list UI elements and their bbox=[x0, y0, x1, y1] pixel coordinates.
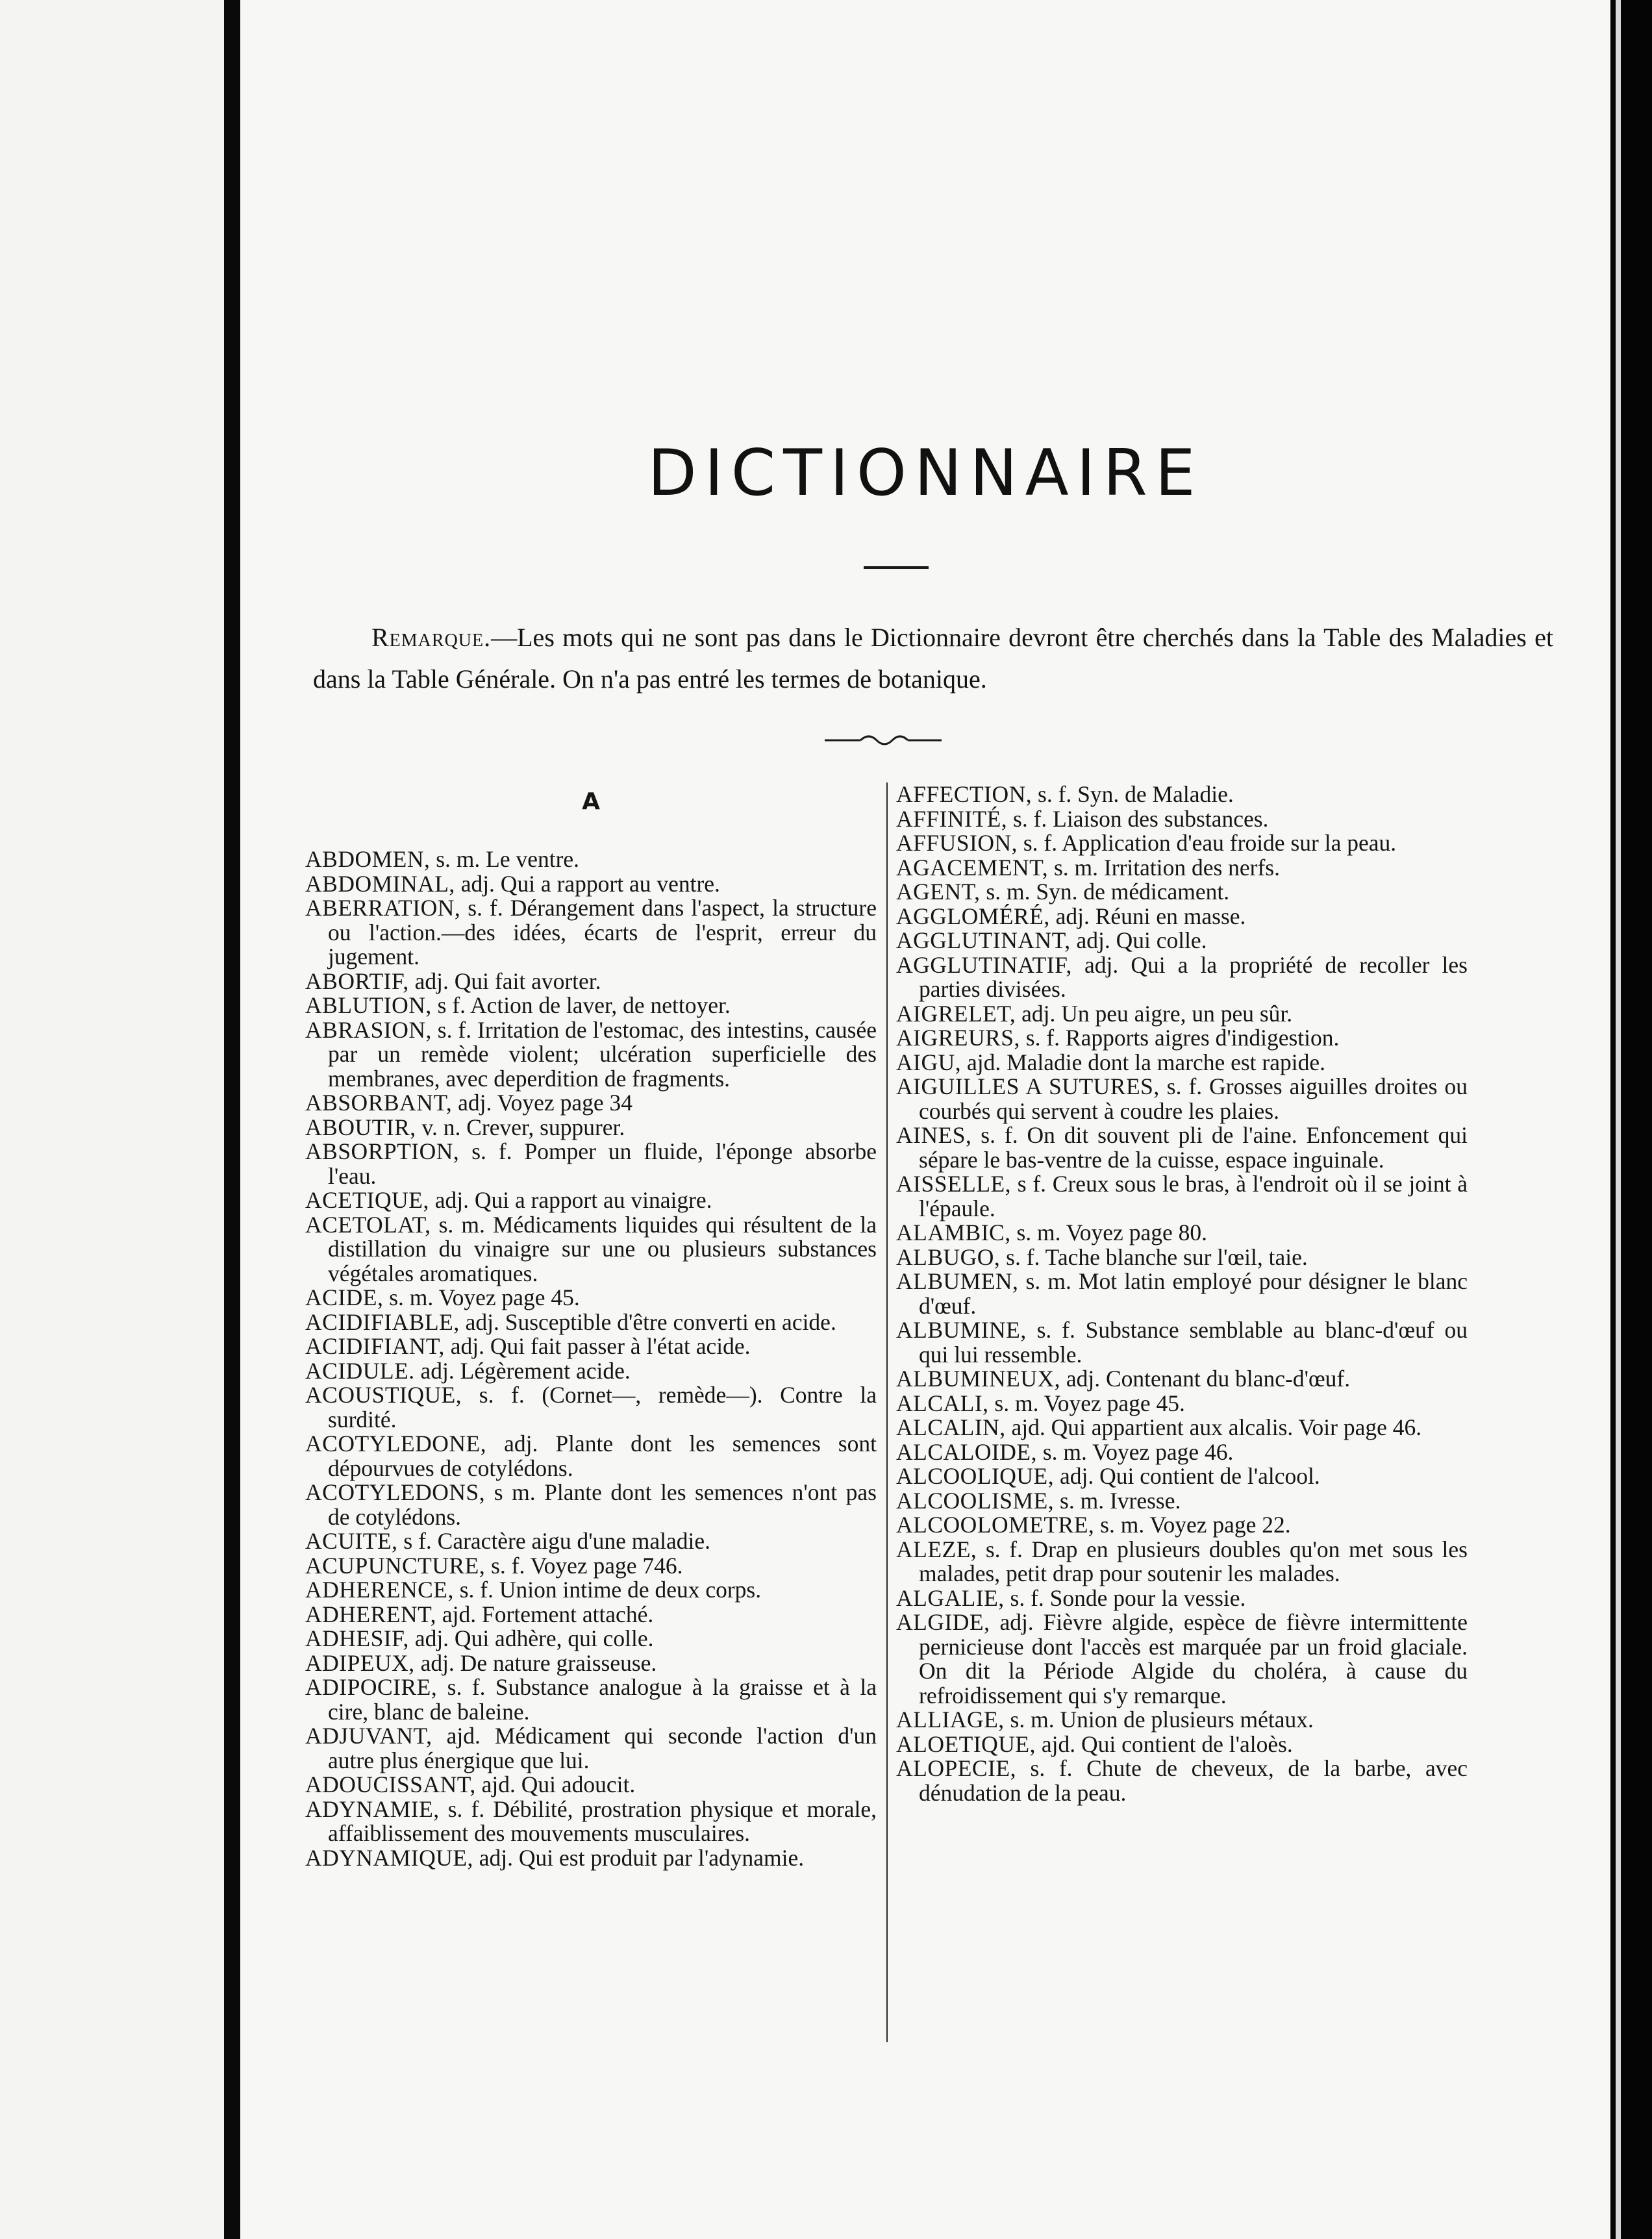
entry-definition: s. f. Chute de cheveux, de la barbe, avec dénudation de la peau. bbox=[919, 1755, 1468, 1806]
dictionary-entry bbox=[896, 905, 1468, 929]
dictionary-entry bbox=[896, 1318, 1468, 1367]
entry-definition: adj. Qui contient de l'alcool. bbox=[1054, 1463, 1320, 1489]
entry-definition: adj. Qui fait avorter. bbox=[408, 968, 601, 994]
dictionary-entry bbox=[305, 1554, 877, 1579]
entry-definition: s. f. Pomper un fluide, l'éponge absorbe l'eau. bbox=[328, 1138, 877, 1189]
entry-definition: adj. De nature graisseuse. bbox=[414, 1649, 657, 1676]
entry-headword: ALBUGO, bbox=[896, 1244, 1001, 1270]
dictionary-entry bbox=[305, 1091, 877, 1116]
dictionary-entry bbox=[896, 929, 1468, 953]
entry-definition: adj. Qui a rapport au ventre. bbox=[455, 870, 720, 897]
entry-headword: ADYNAMIE, bbox=[305, 1795, 440, 1822]
entry-headword: ADHESIF, bbox=[305, 1625, 409, 1651]
entry-definition: s. f. Syn. de Maladie. bbox=[1032, 781, 1234, 807]
entry-headword: ALOETIQUE, bbox=[896, 1731, 1036, 1757]
ornament-divider bbox=[825, 727, 942, 753]
dictionary-entry bbox=[896, 856, 1468, 881]
right-page-strip bbox=[1616, 0, 1621, 2239]
entry-definition: s. f. Tache blanche sur l'œil, taie. bbox=[1000, 1244, 1308, 1270]
entry-headword: AIGREURS, bbox=[896, 1025, 1020, 1051]
dictionary-entry bbox=[305, 969, 877, 994]
dictionary-entry bbox=[305, 847, 877, 872]
dictionary-entry bbox=[896, 1221, 1468, 1245]
dictionary-entry bbox=[896, 1464, 1468, 1489]
dictionary-page bbox=[240, 0, 1610, 2239]
entry-headword: AFFECTION, bbox=[896, 781, 1032, 807]
entry-definition: s. f. Rapports aigres d'indigestion. bbox=[1020, 1025, 1340, 1051]
entry-definition: s. m. Voyez page 45. bbox=[383, 1284, 580, 1310]
dictionary-entry bbox=[896, 782, 1468, 807]
entry-definition: s. f. Application d'eau froide sur la peau. bbox=[1017, 830, 1397, 856]
dictionary-entry bbox=[896, 1732, 1468, 1757]
entry-definition: s. f. Irritation de l'estomac, des intestins, causée par un remède violent; ulcération superficielle des membranes, avec deperdition de fragments. bbox=[328, 1016, 877, 1092]
entry-definition: s. f. Dérangement dans l'aspect, la structure ou l'action.—des idées, écarts de l'esprit, erreur du jugement. bbox=[328, 895, 877, 969]
dictionary-entry bbox=[305, 994, 877, 1018]
entry-definition: s. f. Grosses aiguilles droites ou courbés qui servent à coudre les plaies. bbox=[919, 1073, 1468, 1124]
dictionary-entry bbox=[896, 831, 1468, 856]
entry-headword: AIGU, bbox=[896, 1049, 962, 1075]
entry-headword: ADYNAMIQUE, bbox=[305, 1844, 473, 1871]
left-entry-list bbox=[305, 847, 877, 1870]
entry-headword: ALLIAGE, bbox=[896, 1707, 1005, 1732]
entry-headword: AFFINITÉ, bbox=[896, 805, 1008, 832]
entry-definition: adj. Qui a la propriété de recoller les parties divisées. bbox=[919, 951, 1468, 1002]
entry-headword: ALBUMEN, bbox=[896, 1268, 1019, 1294]
dictionary-entry bbox=[305, 1627, 877, 1651]
entry-definition: s. m. Irritation des nerfs. bbox=[1048, 854, 1280, 881]
right-entry-list bbox=[896, 782, 1468, 1805]
left-column bbox=[305, 782, 877, 1870]
entry-headword: AIGUILLES A SUTURES, bbox=[896, 1073, 1160, 1099]
entry-headword: ACIDE, bbox=[305, 1284, 384, 1310]
entry-headword: ALGIDE, bbox=[896, 1609, 990, 1635]
entry-headword: ACUITE, bbox=[305, 1528, 398, 1554]
dictionary-entry bbox=[305, 1675, 877, 1724]
entry-definition: ajd. Qui appartient aux alcalis. Voir page 46. bbox=[1005, 1414, 1422, 1440]
entry-headword: ALCOOLIQUE, bbox=[896, 1463, 1055, 1489]
entry-headword: ACIDIFIANT, bbox=[305, 1333, 445, 1359]
entry-headword: ABDOMINAL, bbox=[305, 870, 455, 897]
entry-definition: v. n. Crever, suppurer. bbox=[416, 1114, 625, 1140]
dictionary-entry bbox=[305, 1773, 877, 1797]
right-column bbox=[896, 782, 1468, 1805]
dictionary-entry bbox=[896, 1392, 1468, 1416]
entry-definition: s f. Caractère aigu d'une maladie. bbox=[397, 1528, 711, 1554]
entry-definition: s. m. Médicaments liquides qui résultent de la distillation du vinaigre sur une ou plusieurs substances végétales aromatiques. bbox=[328, 1211, 877, 1286]
dictionary-entry bbox=[305, 1334, 877, 1359]
dictionary-entry bbox=[896, 1026, 1468, 1051]
entry-headword: ADIPEUX, bbox=[305, 1649, 415, 1676]
entry-headword: ACOTYLEDONE, bbox=[305, 1431, 487, 1457]
entry-definition: adj. Légèrement acide. bbox=[414, 1357, 631, 1384]
entry-headword: ALBUMINEUX, bbox=[896, 1366, 1060, 1392]
entry-definition: s. f. Substance analogue à la graisse et à la cire, blanc de baleine. bbox=[328, 1674, 877, 1725]
entry-definition: s. m. Voyez page 22. bbox=[1094, 1512, 1291, 1538]
dictionary-entry bbox=[896, 1513, 1468, 1538]
dictionary-entry bbox=[305, 1846, 877, 1871]
entry-headword: AGGLOMÉRÉ, bbox=[896, 903, 1050, 929]
entry-definition: adj. Un peu aigre, un peu sûr. bbox=[1016, 1000, 1293, 1027]
dictionary-entry bbox=[896, 1440, 1468, 1465]
dictionary-entry bbox=[305, 1188, 877, 1213]
entry-headword: ACETIQUE, bbox=[305, 1187, 429, 1213]
entry-headword: ABSORBANT, bbox=[305, 1090, 453, 1116]
entry-definition: ajd. Qui adoucit. bbox=[475, 1771, 636, 1797]
entry-headword: ALCOOLISME, bbox=[896, 1487, 1055, 1514]
entry-definition: s. f. Liaison des substances. bbox=[1007, 805, 1269, 832]
entry-definition: s. m. Ivresse. bbox=[1054, 1487, 1181, 1514]
entry-headword: ALCOOLOMETRE, bbox=[896, 1512, 1095, 1538]
entry-headword: ABSORPTION, bbox=[305, 1138, 460, 1164]
dictionary-entry bbox=[305, 1286, 877, 1310]
dictionary-entry bbox=[305, 1213, 877, 1286]
entry-headword: ALCALI, bbox=[896, 1390, 989, 1416]
dictionary-entry bbox=[305, 1116, 877, 1140]
entry-definition: ajd. Médicament qui seconde l'action d'un autre plus énergique que lui. bbox=[328, 1723, 877, 1773]
entry-definition: adj. Qui a rapport au vinaigre. bbox=[429, 1187, 712, 1213]
column-divider bbox=[886, 782, 888, 2042]
entry-definition: s. f. Union intime de deux corps. bbox=[453, 1577, 762, 1603]
dictionary-entry bbox=[305, 1724, 877, 1773]
entry-definition: ajd. Maladie dont la marche est rapide. bbox=[961, 1049, 1325, 1075]
entry-headword: ADHERENT, bbox=[305, 1601, 437, 1627]
facing-page-edge bbox=[0, 0, 224, 2239]
entry-definition: adj. Contenant du blanc-d'œuf. bbox=[1060, 1366, 1351, 1392]
dictionary-entry bbox=[896, 1075, 1468, 1123]
dictionary-entry bbox=[305, 1797, 877, 1846]
dictionary-entry bbox=[305, 1383, 877, 1432]
entry-definition: adj. Qui fait passer à l'état acide. bbox=[444, 1333, 751, 1359]
entry-definition: s. f. Sonde pour la vessie. bbox=[1004, 1584, 1246, 1611]
entry-definition: s. m. Union de plusieurs métaux. bbox=[1004, 1707, 1314, 1732]
dictionary-entry bbox=[896, 807, 1468, 832]
title-rule bbox=[864, 566, 929, 569]
entry-headword: AISSELLE, bbox=[896, 1171, 1012, 1197]
dictionary-entry bbox=[305, 896, 877, 969]
entry-definition: s. f. (Cornet—, remède—). Contre la surdité. bbox=[328, 1382, 877, 1432]
dictionary-entry bbox=[305, 1481, 877, 1529]
entry-definition: adj. Réuni en masse. bbox=[1049, 903, 1246, 929]
entry-headword: ADHERENCE, bbox=[305, 1577, 454, 1603]
entry-headword: ADJUVANT, bbox=[305, 1723, 432, 1749]
entry-headword: ALOPECIE, bbox=[896, 1755, 1016, 1781]
entry-headword: ACOTYLEDONS, bbox=[305, 1479, 486, 1505]
entry-definition: s. m. Voyez page 46. bbox=[1036, 1438, 1234, 1465]
dictionary-entry bbox=[896, 1538, 1468, 1586]
entry-headword: ABORTIF, bbox=[305, 968, 409, 994]
entry-headword: ACETOLAT, bbox=[305, 1211, 431, 1238]
entry-definition: adj. Qui adhère, qui colle. bbox=[408, 1625, 654, 1651]
entry-headword: AGENT, bbox=[896, 879, 981, 905]
entry-headword: ACIDULE. bbox=[305, 1357, 415, 1384]
dictionary-entry bbox=[896, 1123, 1468, 1172]
dictionary-entry bbox=[305, 1432, 877, 1481]
dictionary-entry bbox=[896, 1245, 1468, 1270]
entry-headword: ABDOMEN, bbox=[305, 846, 431, 872]
entry-headword: ADOUCISSANT, bbox=[305, 1771, 476, 1797]
entry-definition: s. f. Voyez page 746. bbox=[485, 1552, 683, 1579]
dictionary-entry bbox=[896, 1757, 1468, 1805]
dictionary-entry bbox=[896, 1610, 1468, 1708]
entry-headword: ACIDIFIABLE, bbox=[305, 1308, 460, 1335]
dictionary-entry bbox=[305, 1310, 877, 1335]
entry-headword: ALBUMINE, bbox=[896, 1317, 1027, 1343]
dictionary-entry bbox=[896, 1051, 1468, 1075]
dictionary-entry bbox=[305, 1018, 877, 1092]
dictionary-entry bbox=[896, 1172, 1468, 1221]
entry-headword: ACUPUNCTURE, bbox=[305, 1552, 486, 1579]
entry-definition: s. f. Drap en plusieurs doubles qu'on met sous les malades, petit drap pour soutenir les malades. bbox=[919, 1536, 1468, 1586]
entry-headword: AGGLUTINATIF, bbox=[896, 951, 1072, 978]
entry-definition: adj. Qui est produit par l'adynamie. bbox=[473, 1844, 805, 1871]
entry-definition: adj. Voyez page 34 bbox=[452, 1090, 632, 1116]
entry-headword: ACOUSTIQUE, bbox=[305, 1382, 462, 1408]
entry-headword: ALEZE, bbox=[896, 1536, 977, 1562]
dictionary-entry bbox=[305, 872, 877, 897]
entry-headword: AFFUSION, bbox=[896, 830, 1018, 856]
entry-headword: ADIPOCIRE, bbox=[305, 1674, 438, 1700]
dictionary-entry bbox=[305, 1603, 877, 1627]
dictionary-entry bbox=[305, 1529, 877, 1554]
entry-headword: ABERRATION, bbox=[305, 895, 461, 921]
entry-headword: ABRASION, bbox=[305, 1016, 432, 1043]
entry-headword: ALAMBIC, bbox=[896, 1220, 1011, 1245]
entry-definition: s. m. Mot latin employé pour désigner le blanc d'œuf. bbox=[919, 1268, 1468, 1319]
entry-headword: ALGALIE, bbox=[896, 1584, 1005, 1611]
entry-headword: AGACEMENT, bbox=[896, 854, 1049, 881]
entry-definition: s f. Action de laver, de nettoyer. bbox=[431, 992, 731, 1018]
entry-headword: AINES, bbox=[896, 1122, 972, 1148]
entry-definition: s m. Plante dont les semences n'ont pas de cotylédons. bbox=[328, 1479, 877, 1530]
entry-definition: s f. Creux sous le bras, à l'endroit où il se joint à l'épaule. bbox=[919, 1171, 1468, 1221]
dictionary-entry bbox=[896, 1416, 1468, 1440]
entry-definition: s. m. Voyez page 80. bbox=[1010, 1220, 1207, 1245]
dictionary-entry bbox=[305, 1578, 877, 1603]
entry-definition: s. f. Substance semblable au blanc-d'œuf ou qui lui ressemble. bbox=[919, 1317, 1468, 1368]
dictionary-entry bbox=[896, 1708, 1468, 1732]
entry-headword: ALCALIN, bbox=[896, 1414, 1006, 1440]
entry-definition: adj. Plante dont les semences sont dépourvues de cotylédons. bbox=[328, 1431, 877, 1481]
dictionary-entry bbox=[305, 1359, 877, 1384]
entry-definition: adj. Qui colle. bbox=[1070, 927, 1207, 953]
entry-definition: s. m. Voyez page 45. bbox=[988, 1390, 1185, 1416]
entry-headword: ABOUTIR, bbox=[305, 1114, 416, 1140]
entry-headword: ABLUTION, bbox=[305, 992, 432, 1018]
book-gutter bbox=[224, 0, 240, 2239]
dictionary-entry bbox=[305, 1140, 877, 1188]
dictionary-entry bbox=[896, 953, 1468, 1002]
remark-paragraph bbox=[313, 617, 1553, 700]
entry-definition: adj. Fièvre algide, espèce de fièvre intermittente pernicieuse dont l'accès est marquée par un froid glaciale. On dit la Période Algide du choléra, à cause du refroidissement qui s'y remarque. bbox=[919, 1609, 1468, 1708]
entry-definition: adj. Susceptible d'être converti en acide. bbox=[459, 1308, 836, 1335]
dictionary-entry bbox=[305, 1651, 877, 1676]
dictionary-entry bbox=[896, 1270, 1468, 1318]
dictionary-entry bbox=[896, 880, 1468, 905]
dictionary-entry bbox=[896, 1002, 1468, 1027]
remark-text: —Les mots qui ne sont pas dans le Dictionnaire devront être cherchés dans la Table des Maladies et dans la Table Générale. On n'a pas entré les termes de botanique. bbox=[313, 623, 1553, 694]
entry-definition: s. m. Le ventre. bbox=[430, 846, 580, 872]
entry-headword: AIGRELET, bbox=[896, 1000, 1016, 1027]
entry-headword: ALCALOIDE, bbox=[896, 1438, 1037, 1465]
remark-label: Remarque. bbox=[371, 623, 492, 652]
entry-definition: ajd. Fortement attaché. bbox=[436, 1601, 654, 1627]
entry-definition: s. f. Débilité, prostration physique et morale, affaiblissement des mouvements musculaires. bbox=[328, 1795, 877, 1846]
dictionary-entry bbox=[896, 1367, 1468, 1392]
entry-definition: s. f. On dit souvent pli de l'aine. Enfoncement qui sépare le bas-ventre de la cuisse, espace inguinale. bbox=[919, 1122, 1468, 1173]
dictionary-entry bbox=[896, 1586, 1468, 1611]
section-letter: A bbox=[582, 788, 600, 815]
entry-definition: ajd. Qui contient de l'aloès. bbox=[1035, 1731, 1293, 1757]
entry-definition: s. m. Syn. de médicament. bbox=[980, 879, 1230, 905]
page-title: DICTIONNAIRE bbox=[647, 436, 1203, 510]
dictionary-entry bbox=[896, 1489, 1468, 1514]
entry-headword: AGGLUTINANT, bbox=[896, 927, 1071, 953]
